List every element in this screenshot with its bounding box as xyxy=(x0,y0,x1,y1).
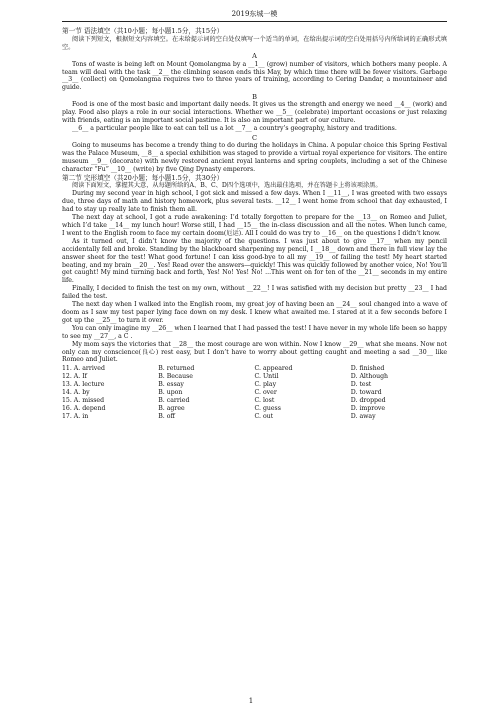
option-13-d: D. test xyxy=(350,381,372,389)
option-12-c: C. Until xyxy=(254,373,279,381)
option-17-c: C. out xyxy=(254,412,274,420)
section2-title: 第二节 完形填空（共20小题；每小题1.5分，共30分） xyxy=(62,173,224,182)
section2-instruction: 阅读下面短文，掌握其大意，从每题所给的A、B、C、D四个选项中，选出最佳选项，并在答题卡上将该项涂黑。 xyxy=(72,182,382,190)
passage-c-label: C xyxy=(251,134,258,143)
exam-title: 2019东城一模 xyxy=(231,10,278,18)
option-13-c: C. play xyxy=(254,381,277,389)
section1-title: 第一节 语法填空（共10小题；每小题1.5分，共15分） xyxy=(62,27,224,35)
option-12-b: B. Because xyxy=(158,373,193,381)
option-11-c: C. appeared xyxy=(254,365,293,373)
option-16-a: 16. A. depend xyxy=(62,404,106,412)
option-17-d: D. away xyxy=(350,412,376,420)
cloze-paragraph-2: The next day at school, I got a rude awakening: I’d totally forgotten to prepare for the __13__ on Romeo and Juliet, which I’d take __14__ my lunch hour! Worse still, I had __15__ the in-class discussion and all the notes. When lunch came, I went to the English room to face my certain doom(厄运). All I could do was try to __16__ on the questions I didn’t know. xyxy=(62,214,447,237)
option-15-c: C. lost xyxy=(254,396,275,404)
option-14-b: B. upon xyxy=(158,389,183,397)
option-12-d: D. Although xyxy=(350,373,389,381)
option-15-a: 15. A. missed xyxy=(62,396,105,404)
option-13-a: 13. A. lecture xyxy=(62,381,105,389)
option-15-d: D. dropped xyxy=(350,396,386,404)
option-17-b: B. off xyxy=(158,412,175,420)
option-17-a: 17. A. in xyxy=(62,412,89,420)
page-header xyxy=(62,10,447,22)
section1-instruction: 阅读下列短文，根据短文内容填空。在未给提示词的空白处仅填写一个适当的单词，在给出提示词的空白处用括号内所给词的正确形式填空。 xyxy=(62,35,447,51)
page-number: 1 xyxy=(248,697,254,705)
passage-a-label: A xyxy=(252,52,257,61)
option-12-a: 12. A. If xyxy=(62,373,87,381)
option-11-b: B. returned xyxy=(158,365,195,373)
option-13-b: B. essay xyxy=(158,381,184,389)
option-11-d: D. finished xyxy=(350,365,385,373)
option-14-c: C. over xyxy=(254,389,277,397)
cloze-paragraph-1: During my second year in high school, I got sick and missed a few days. When I __11__, I was greeted with two essays due, three days of math and history homework, plus several tests. __12__ I went home from school that day exhausted, I had to stay up really late to finish them all. xyxy=(62,190,447,214)
option-16-c: C. guess xyxy=(254,404,281,412)
cloze-paragraph-6: You can only imagine my __26__ when I learned that I had passed the test! I have never in my whole life been so happy to see my __27__, a C . xyxy=(62,324,447,340)
option-16-d: D. improve xyxy=(350,404,386,412)
passage-a-paragraph: Tons of waste is being left on Mount Qomolangma by a __1__ (grow) number of visitors, which bothers many people. A team will deal with the task __2__ the climbing season ends this May, by which time there will be fewer visitors. Garbage __3__ (collect) on Qomolangma requires two to three years of training, according to Cering Dandar, a mountaineer and guide. xyxy=(62,60,447,92)
cloze-paragraph-7: My mom says the victories that __28__ the most courage are won within. Now I know __29__ what she means. Now not only can my conscience(良心) rest easy, but I don’t have to worry about getting caught and meeting a sad __30__ like Romeo and Juliet. xyxy=(62,340,447,364)
answer-options xyxy=(62,365,447,420)
option-14-d: D. toward xyxy=(350,389,382,397)
cloze-paragraph-5: The next day when I walked into the English room, my great joy of having been an __24__ soul changed into a wave of doom as I saw my test paper lying face down on my desk. I knew what awaited me. I stared at it a few seconds before I got up the __25__ to turn it over. xyxy=(62,301,447,324)
passage-c-paragraph: Going to museums has become a trendy thing to do during the holidays in China. A popular choice this Spring Festival was the Palace Museum, __8__ a special exhibition was staged to provide a virtual royal experience for visitors. The entire museum __9__ (decorate) with newly restored ancient royal lanterns and spring couplets, including a set of the Chinese character “Fu” __10__ (write) by five Qing Dynasty emperors. xyxy=(62,142,447,173)
passage-b-label: B xyxy=(252,93,257,102)
cloze-paragraph-4: Finally, I decided to finish the test on my own, without __22__! I was satisfied with my decision but pretty __23__ I had failed the test. xyxy=(62,285,447,301)
option-11-a: 11. A. arrived xyxy=(62,365,105,373)
cloze-paragraph-3: As it turned out, I didn’t know the majority of the questions. I was just about to give __17__ when my pencil accidentally fell and broke. Standing by the blackboard sharpening my pencil, I __18__ down and there in full view lay the answer sheet for the test! What good fortune! I can kiss good-bye to all my __19__ of failing the test! My heart started beating, and my brain __20__. Yes! Read over the answers—quickly! This was quickly followed by another voice, No! You’ll get caught! My mind turning back and forth, Yes! No! Yes! No! ...This went on for ten of the __21__ seconds in my entire life. xyxy=(62,237,447,285)
option-16-b: B. agree xyxy=(158,404,185,412)
option-14-a: 14. A. by xyxy=(62,389,90,397)
option-15-b: B. carried xyxy=(158,396,190,404)
passage-b-paragraph-2: __6__ a particular people like to eat can tell us a lot __7__ a country’s geography, history and traditions. xyxy=(72,125,397,133)
passage-b-paragraph-1: Food is one of the most basic and important daily needs. It gives us the strength and energy we need __4__ (work) and play. Food also plays a role in our social interactions. Whether we __5__ (celebrate) important occasions or just relaxing with friends, eating is an important social pastime. It is also an important part of our culture. xyxy=(62,101,447,125)
